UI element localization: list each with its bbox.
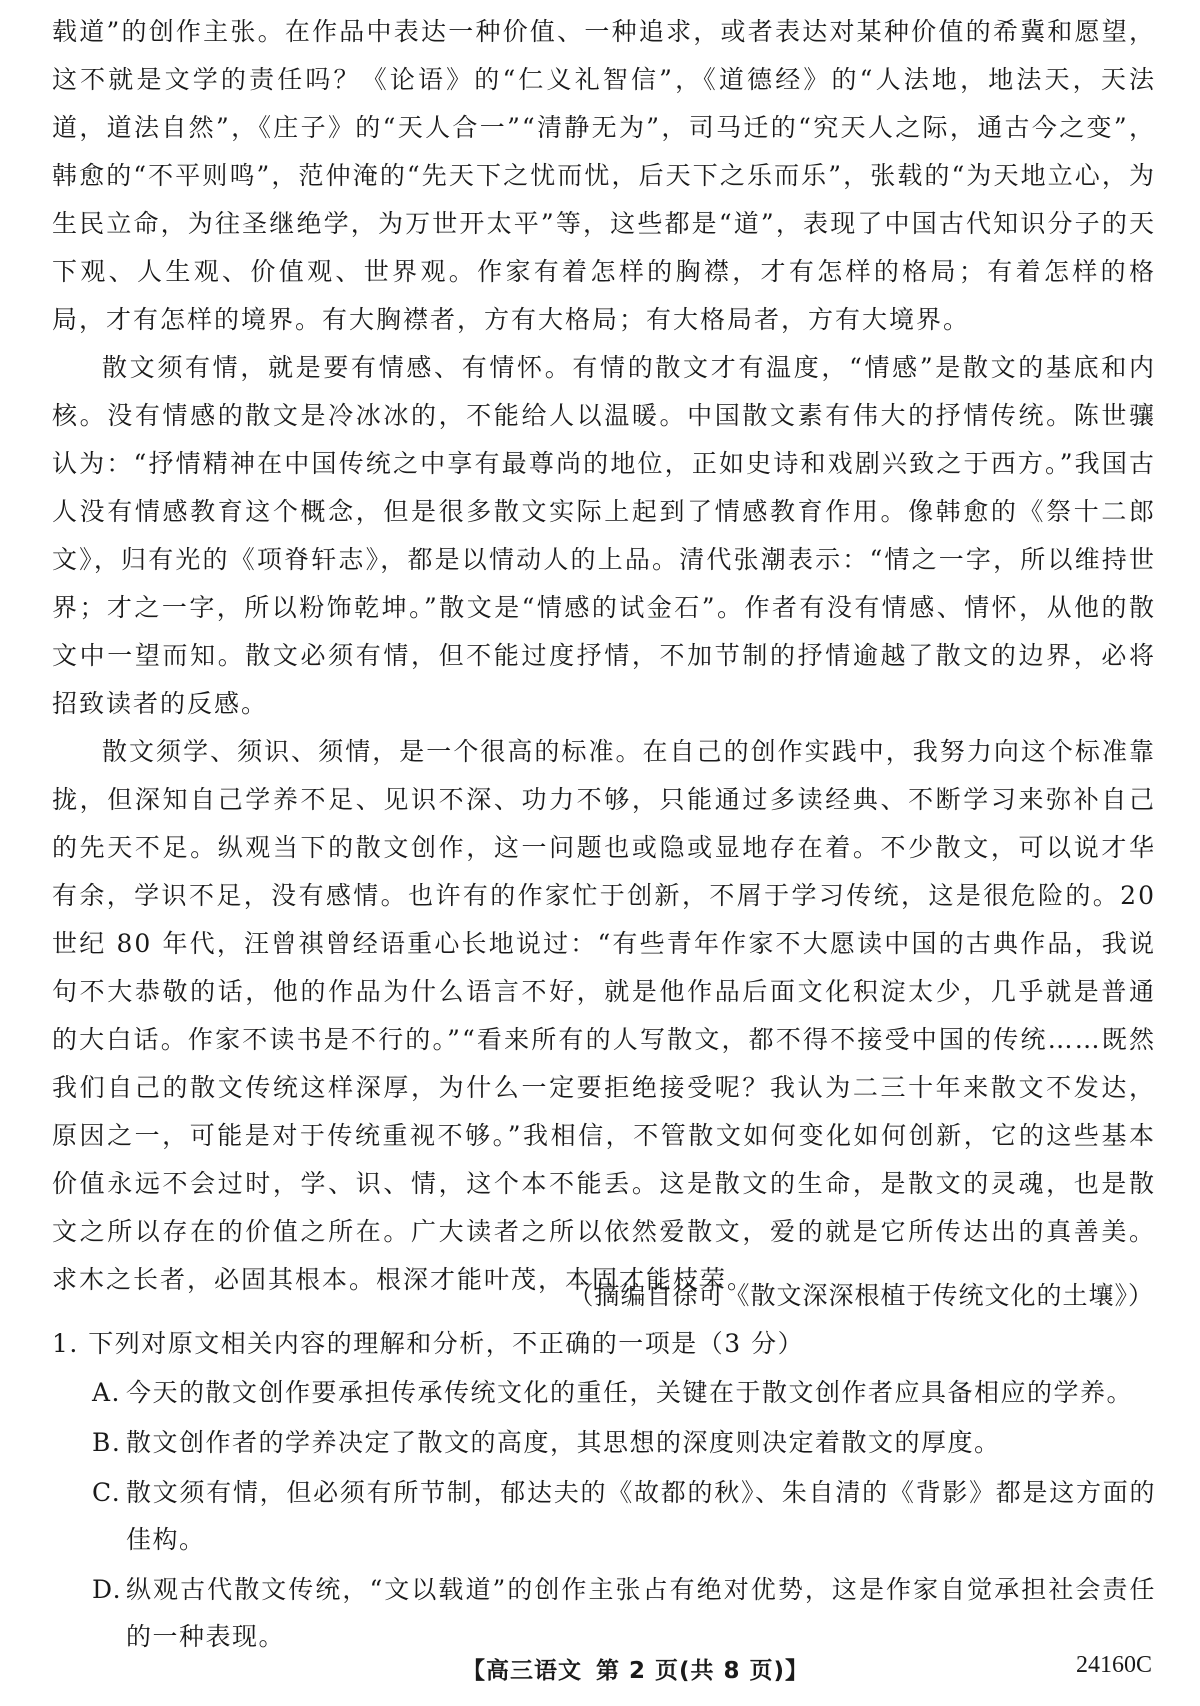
option-text: 散文须有情，但必须有所节制，郁达夫的《故都的秋》、朱自清的《背影》都是这方面的佳构。 bbox=[126, 1478, 1156, 1554]
option-letter: A. bbox=[92, 1378, 122, 1407]
passage-paragraph-2: 散文须有情，就是要有情感、有情怀。有情的散文才有温度，“情感”是散文的基底和内核。没有情感的散文是冷冰冰的，不能给人以温暖。中国散文素有伟大的抒情传统。陈世骧认为：“抒情精神在中国传统之中享有最尊尚的地位，正如史诗和戏剧兴致之于西方。”我国古人没有情感教育这个概念，但是很多散文实际上起到了情感教育作用。像韩愈的《祭十二郎文》，归有光的《项脊轩志》，都是以情动人的上品。清代张潮表示：“情之一字，所以维持世界；才之一字，所以粉饰乾坤。”散文是“情感的试金石”。作者有没有情感、情怀，从他的散文中一望而知。散文必须有情，但不能过度抒情，不加节制的抒情逾越了散文的边界，必将招致读者的反感。 bbox=[52, 353, 1156, 718]
option-letter: C. bbox=[92, 1478, 122, 1507]
footer-subject-page bbox=[462, 1652, 809, 1685]
reading-passage bbox=[52, 8, 1156, 1304]
passage-paragraph-3: 散文须学、须识、须情，是一个很高的标准。在自己的创作实践中，我努力向这个标准靠拢，但深知自己学养不足、见识不深、功力不够，只能通过多读经典、不断学习来弥补自己的先天不足。纵观当下的散文创作，这一问题也或隐或显地存在着。不少散文，可以说才华有余，学识不足，没有感情。也许有的作家忙于创新，不屑于学习传统，这是很危险的。20 世纪 80 年代，汪曾祺曾经语重心长地说过：“有些青年作家不大愿读中国的古典作品，我说句不大恭敬的话，他的作品为什么语言不好，就是他作品后面文化积淀太少，几乎就是普通的大白话。作家不读书是不行的。”“看来所有的人写散文，都不得不接受中国的传统……既然我们自己的散文传统这样深厚，为什么一定要拒绝接受呢？我认为二三十年来散文不发达，原因之一，可能是对于传统重视不够。”我相信，不管散文如何变化如何创新，它的这些基本价值永远不会过时，学、识、情，这个本不能丢。这是散文的生命，是散文的灵魂，也是散文之所以存在的价值之所在。广大读者之所以依然爱散文，爱的就是它所传达出的真善美。求木之长者，必固其根本。根深才能叶茂，本固才能枝荣。 bbox=[52, 737, 1156, 1294]
option-text: 今天的散文创作要承担传承传统文化的重任，关键在于散文创作者应具备相应的学养。 bbox=[126, 1378, 1134, 1407]
option-letter: B. bbox=[92, 1428, 122, 1457]
footer-exam-code: 24160C bbox=[1075, 1652, 1152, 1678]
option-d bbox=[92, 1566, 1156, 1660]
footer-page-number: 第 2 页(共 8 页)】 bbox=[596, 1658, 810, 1684]
footer-subject: 【高三语文 bbox=[462, 1658, 582, 1684]
option-text: 纵观古代散文传统，“文以载道”的创作主张占有绝对优势，这是作家自觉承担社会责任的一种表现。 bbox=[126, 1575, 1156, 1651]
question-stem: 1. 下列对原文相关内容的理解和分析，不正确的一项是（3 分） bbox=[52, 1329, 805, 1358]
option-c bbox=[92, 1469, 1156, 1563]
passage-paragraph-1: 载道”的创作主张。在作品中表达一种价值、一种追求，或者表达对某种价值的希冀和愿望，这不就是文学的责任吗？《论语》的“仁义礼智信”，《道德经》的“人法地，地法天，天法道，道法自然”，《庄子》的“天人合一”“清静无为”，司马迁的“究天人之际，通古今之变”，韩愈的“不平则鸣”，范仲淹的“先天下之忧而忧，后天下之乐而乐”，张载的“为天地立心，为生民立命，为往圣继绝学，为万世开太平”等，这些都是“道”，表现了中国古代知识分子的天下观、人生观、价值观、世界观。作家有着怎样的胸襟，才有怎样的格局；有着怎样的格局，才有怎样的境界。有大胸襟者，方有大格局；有大格局者，方有大境界。 bbox=[52, 17, 1156, 334]
option-b bbox=[92, 1419, 1156, 1466]
option-letter: D. bbox=[92, 1575, 123, 1604]
option-a bbox=[92, 1369, 1156, 1416]
page-footer bbox=[0, 1650, 1200, 1690]
passage-source: （摘编自徐可《散文深深根植于传统文化的土壤》） bbox=[568, 1281, 1154, 1310]
option-text: 散文创作者的学养决定了散文的高度，其思想的深度则决定着散文的厚度。 bbox=[126, 1428, 1001, 1457]
question-1 bbox=[52, 1320, 1156, 1663]
